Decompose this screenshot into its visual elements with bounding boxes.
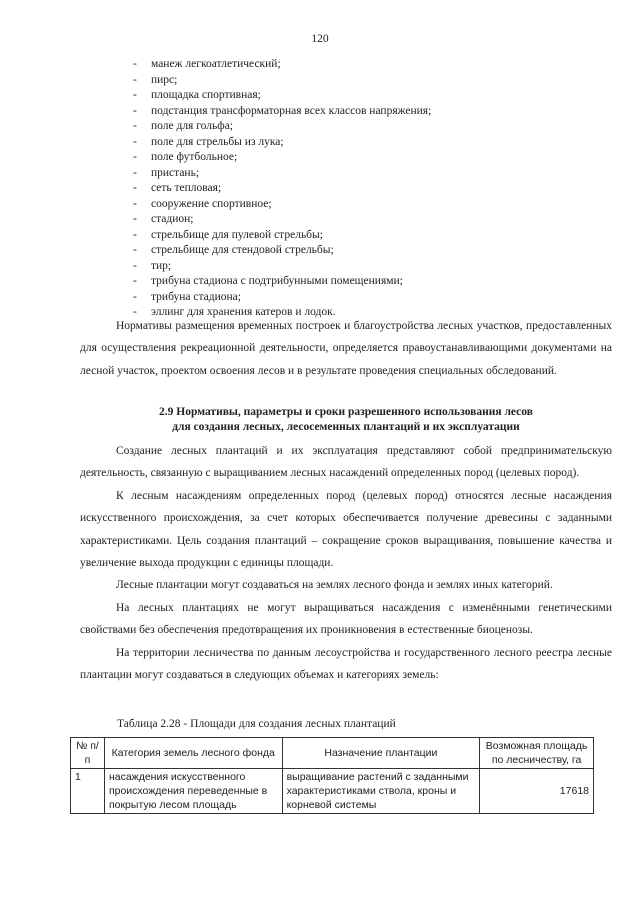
list-item-text: поле футбольное; — [151, 151, 238, 163]
plantation-area-table — [70, 737, 594, 814]
list-item — [133, 57, 431, 73]
list-item — [133, 88, 431, 104]
list-item-text: манеж легкоатлетический; — [151, 58, 281, 70]
list-item-text: сеть тепловая; — [151, 182, 222, 194]
bullet-marker: - — [133, 89, 137, 101]
paragraph: На лесных плантациях не могут выращиваться насаждения с изменёнными генетическими свойствами без обеспечения предотвращения их проникновения в естественные биоценозы. — [80, 601, 612, 637]
paragraph: Создание лесных плантаций и их эксплуатация представляют собой предпринимательскую деятельность, связанную с выращиванием лесных насаждений определенных пород (целевых пород). — [80, 445, 612, 480]
bullet-marker: - — [133, 166, 137, 179]
list-item — [133, 259, 431, 275]
bullet-list — [133, 57, 431, 321]
list-item-text: площадка спортивная; — [151, 89, 261, 101]
list-item — [133, 228, 431, 244]
table-cell: выращивание растений с заданными характеристиками ствола, кроны и корневой системы — [282, 769, 480, 814]
section-heading — [80, 405, 612, 435]
list-item — [133, 135, 431, 151]
norms-paragraph-block — [80, 315, 612, 382]
bullet-marker: - — [133, 259, 137, 272]
bullet-marker: - — [133, 104, 137, 117]
table-header-row — [71, 738, 594, 769]
list-item — [133, 150, 431, 166]
bullet-marker: - — [133, 306, 137, 318]
section-heading-line-1: 2.9 Нормативы, параметры и сроки разрешенного использования лесов — [159, 406, 533, 418]
bullet-marker: - — [133, 151, 137, 163]
list-item-text: эллинг для хранения катеров и лодок. — [151, 306, 336, 318]
list-item — [133, 274, 431, 290]
list-item — [133, 166, 431, 182]
paragraph: Нормативы размещения временных построек и благоустройства лесных участков, предоставленных для осуществления рекреационной деятельности, определяется правоустанавливающими документами на лесной участок, проектом освоения лесов и в результате проведения специальных обследований. — [80, 320, 612, 377]
table-cell: 1 — [71, 769, 105, 814]
list-item — [133, 197, 431, 213]
paragraph: К лесным насаждениям определенных пород (целевых пород) относятся лесные насаждения искусственного происхождения, за счет которых обеспечивается получение древесины с заданными характеристиками. Цель создания плантаций – сокращение сроков выращивания, повышение качества и увеличение выхода продукции с единицы площади. — [80, 489, 612, 570]
list-item — [133, 119, 431, 135]
list-item — [133, 290, 431, 306]
column-header: Назначение плантации — [282, 738, 480, 769]
list-item-text: стрельбище для пулевой стрельбы; — [151, 228, 323, 241]
list-item — [133, 73, 431, 89]
bullet-marker: - — [133, 182, 137, 194]
bullet-marker: - — [133, 120, 137, 132]
bullet-marker: - — [133, 58, 137, 70]
table-cell: насаждения искусственного происхождения переведенные в покрытую лесом площадь — [104, 769, 282, 814]
table-cell: 17618 — [480, 769, 594, 814]
table-caption: Таблица 2.28 - Площади для создания лесных плантаций — [117, 718, 396, 730]
list-item — [133, 243, 431, 259]
list-item-text: поле для гольфа; — [151, 120, 233, 132]
column-header: № п/п — [71, 738, 105, 769]
page-number: 120 — [311, 33, 329, 45]
table-row — [71, 769, 594, 814]
list-item-text: пристань; — [151, 166, 200, 179]
bullet-marker: - — [133, 73, 137, 86]
plantations-text-block — [80, 440, 612, 686]
column-header: Возможная площадь по лесничеству, га — [480, 738, 594, 769]
list-item — [133, 104, 431, 120]
list-item — [133, 181, 431, 197]
paragraph: Лесные плантации могут создаваться на землях лесного фонда и землях иных категорий. — [116, 579, 553, 592]
bullet-marker: - — [133, 197, 137, 210]
list-item-text: тир; — [151, 259, 172, 272]
list-item-text: подстанция трансформаторная всех классов напряжения; — [151, 104, 432, 117]
section-heading-line-2: для создания лесных, лесосеменных плантаций и их эксплуатации — [172, 421, 520, 433]
paragraph: На территории лесничества по данным лесоустройства и государственного лесного реестра лесные плантации могут создаваться в следующих объемах и категориях земель: — [80, 646, 612, 682]
bullet-marker: - — [133, 290, 137, 303]
list-item-text: пирс; — [151, 73, 178, 86]
bullet-marker: - — [133, 275, 137, 287]
bullet-marker: - — [133, 244, 137, 256]
list-item-text: сооружение спортивное; — [151, 197, 272, 210]
list-item-text: поле для стрельбы из лука; — [151, 135, 284, 148]
column-header: Категория земель лесного фонда — [104, 738, 282, 769]
bullet-marker: - — [133, 135, 137, 148]
bullet-marker: - — [133, 213, 137, 225]
list-item-text: трибуна стадиона с подтрибунными помещениями; — [151, 275, 403, 287]
list-item-text: трибуна стадиона; — [151, 290, 241, 303]
list-item-text: стрельбище для стендовой стрельбы; — [151, 244, 334, 256]
list-item — [133, 212, 431, 228]
bullet-marker: - — [133, 228, 137, 241]
list-item-text: стадион; — [151, 213, 194, 225]
